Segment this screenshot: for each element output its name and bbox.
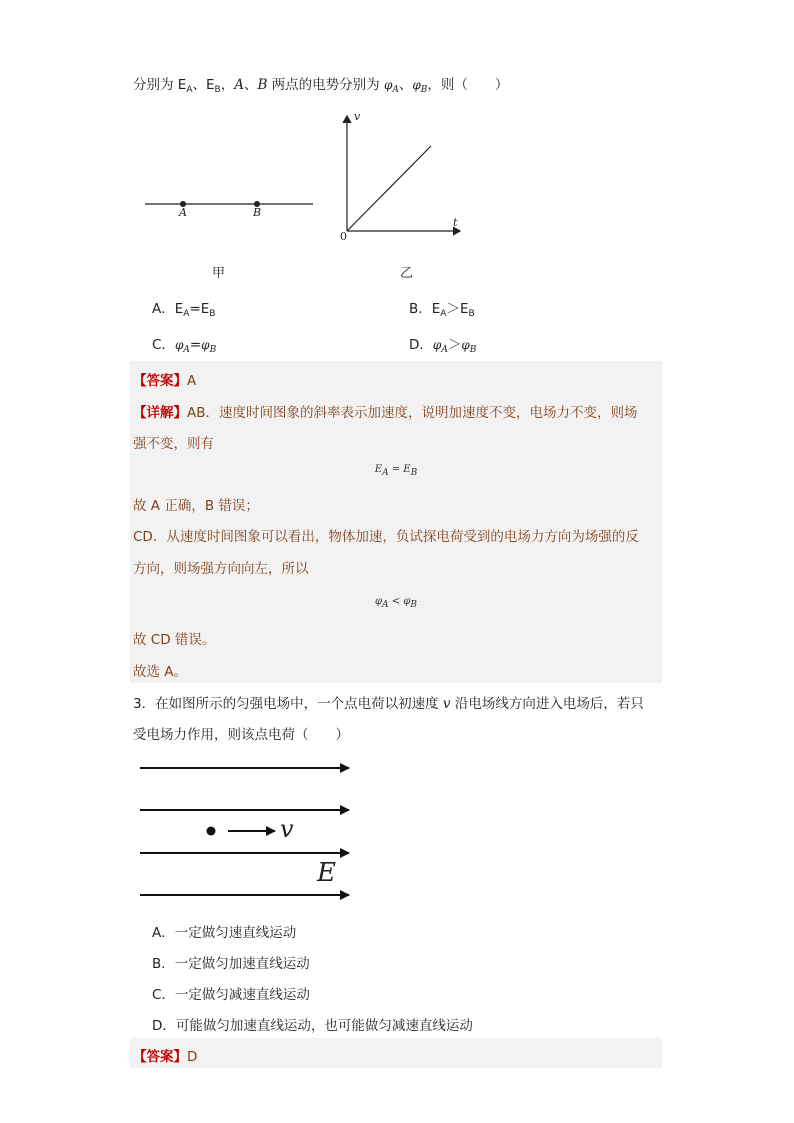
q2-formula-2: φA < φB — [375, 596, 417, 610]
q3-stem-line-2: 受电场力作用，则该点电荷（ ） — [133, 727, 349, 743]
q2-stem — [133, 73, 508, 95]
stem-text: 、 — [243, 77, 258, 93]
subscript: B — [214, 85, 221, 95]
answer-value: D — [187, 1049, 198, 1065]
figure-caption-yi: 乙 — [400, 266, 414, 281]
stem-text: ，则（ ） — [427, 77, 509, 93]
point-a: A — [234, 77, 244, 93]
q3-stem-line-1: 3．在如图所示的匀强电场中，一个点电荷以初速度 v 沿电场线方向进入电场后，若只 — [133, 696, 644, 712]
stem-text: 两点的电势分别为 — [267, 77, 384, 93]
point-b: B — [257, 77, 268, 93]
answer-label: 【答案】 — [133, 373, 187, 389]
stem-text: 、 — [398, 77, 413, 93]
answer-value: A — [187, 373, 197, 389]
answer-label: 【答案】 — [133, 1049, 187, 1065]
point-b-label: B — [253, 206, 262, 219]
field-label-e: E — [317, 858, 336, 888]
v-axis-label: v — [354, 110, 361, 123]
q2-formula-1: EA = EB — [374, 464, 418, 478]
phi-symbol: φ — [383, 78, 393, 92]
origin-label: 0 — [340, 230, 347, 243]
q2-detail-line-1: 【详解】AB．速度时间图象的斜率表示加速度，说明加速度不变，电场力不变，则场 — [133, 405, 638, 421]
velocity-label: v — [280, 815, 294, 843]
q2-detail-line-3: 故 A 正确，B 错误； — [133, 498, 259, 514]
q3-option-b[interactable]: B．一定做匀加速直线运动 — [152, 956, 310, 972]
stem-text: 、E — [192, 77, 215, 93]
q3-option-d[interactable]: D．可能做匀加速直线运动，也可能做匀减速直线运动 — [152, 1018, 473, 1034]
q2-answer — [133, 369, 196, 389]
phi-symbol: φ — [412, 78, 421, 92]
vt-graph — [330, 110, 470, 245]
subscript: A — [186, 85, 193, 95]
t-axis-label: t — [453, 216, 458, 229]
q3-answer — [133, 1045, 197, 1065]
q2-detail-line-5: 方向，则场强方向向左，所以 — [133, 561, 309, 577]
q2-detail-line-6: 故 CD 错误。 — [133, 632, 216, 648]
vt-line — [347, 146, 431, 231]
point-a-label: A — [179, 206, 187, 219]
stem-text: 分别为 E — [133, 77, 187, 93]
q3-option-a[interactable]: A．一定做匀速直线运动 — [152, 925, 297, 941]
figure-caption-jia: 甲 — [212, 266, 226, 281]
q3-option-c[interactable]: C．一定做匀减速直线运动 — [152, 987, 310, 1003]
velocity-symbol: v — [442, 696, 451, 712]
q2-option-a[interactable]: A．$E_A=E_B$ — [152, 301, 216, 319]
subscript: A — [392, 85, 399, 95]
stem-text: ， — [220, 77, 235, 93]
q2-option-c[interactable]: C．$\varphi_A=\varphi_B$ — [152, 337, 217, 355]
q2-detail-line-7: 故选 A。 — [133, 664, 188, 680]
q2-option-b[interactable]: B．$E_A>E_B$ — [409, 301, 475, 319]
q2-detail-line-4: CD．从速度时间图象可以看出，物体加速，负试探电荷受到的电场力方向为场强的反 — [133, 529, 639, 545]
detail-label: 【详解】 — [133, 405, 187, 421]
q3-answer-panel — [130, 1038, 662, 1068]
subscript: B — [420, 85, 428, 95]
point-charge — [207, 827, 216, 836]
q2-detail-line-2: 强不变，则有 — [133, 436, 214, 452]
figure-line-ab — [140, 190, 320, 230]
q2-option-d[interactable]: D．$\varphi_A>\varphi_B$ — [409, 337, 477, 355]
